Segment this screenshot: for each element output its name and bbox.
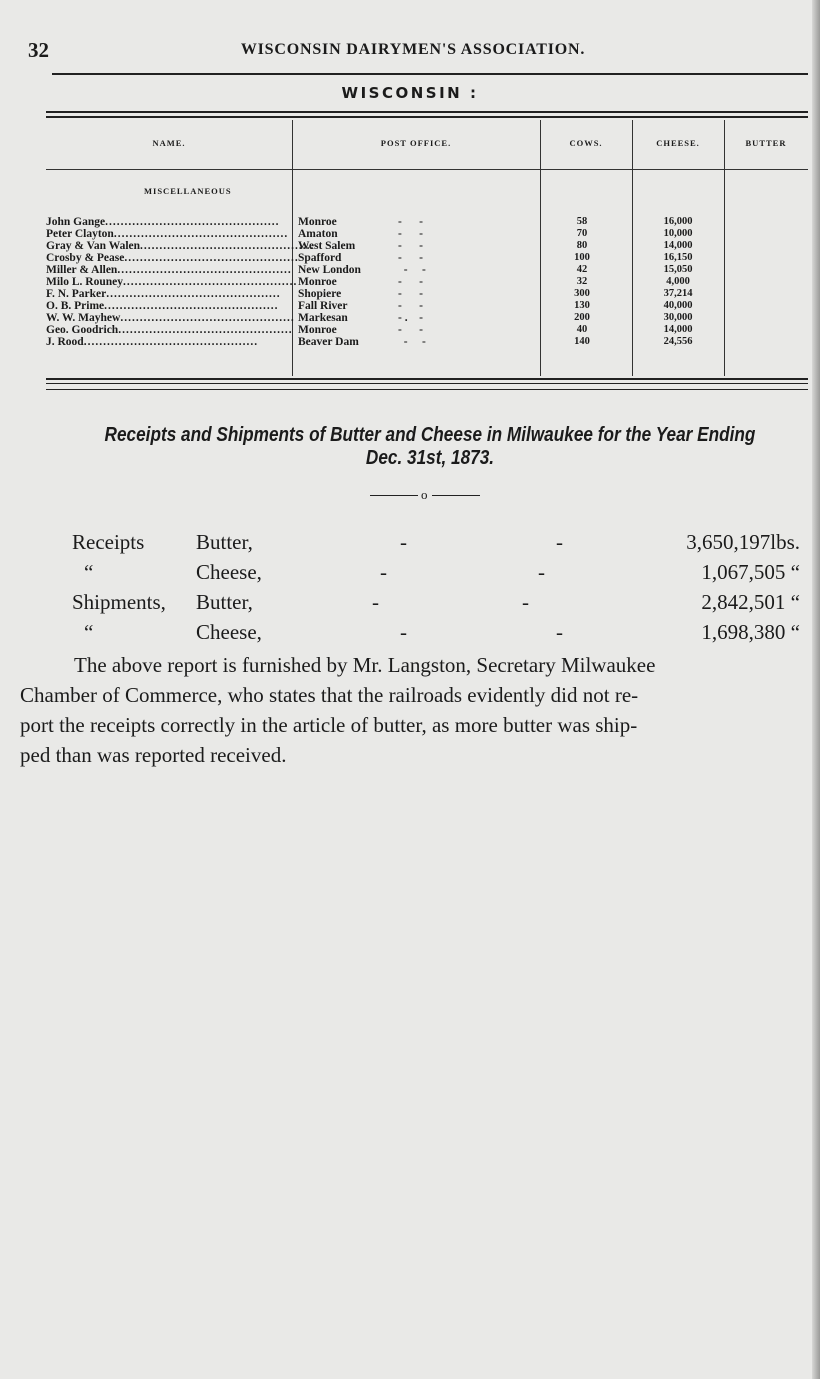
- row-cows: 140: [574, 336, 590, 347]
- table-row: Crosby & Pease............................................. Spafford - - 100 16,150: [46, 252, 808, 264]
- state-rule-1: [46, 111, 808, 113]
- table-bottom-rule-2: [46, 383, 808, 384]
- state-heading: WISCONSIN :: [341, 84, 479, 102]
- row-dashes: - -: [398, 264, 426, 276]
- row-cheese: 14,000: [663, 324, 693, 335]
- col-head-post-office: POST OFFICE.: [380, 138, 452, 148]
- row-dashes: - -: [398, 300, 423, 312]
- row-post-office: Markesan: [298, 312, 348, 324]
- row-cheese: 16,150: [663, 252, 693, 263]
- section-title-line-2: Dec. 31st, 1873.: [365, 447, 495, 469]
- stat-label: “: [84, 560, 94, 584]
- table-row: W. W. Mayhew............................................. Markesan - . - 200 30,000: [46, 312, 808, 324]
- report-paragraph: [20, 650, 812, 770]
- state-rule-2: [46, 116, 808, 118]
- table-row: Milo L. Rouney............................................. Monroe - - 32 4,000: [46, 276, 808, 288]
- stat-value: 1,698,380 “: [701, 620, 800, 644]
- table-bottom-rule-1: [46, 378, 808, 380]
- row-cows: 130: [574, 300, 590, 311]
- stat-dash: -: [372, 590, 379, 614]
- row-dashes: - . -: [398, 312, 423, 324]
- row-cows: 80: [576, 240, 588, 251]
- row-name: Peter Clayton: [46, 228, 114, 240]
- paragraph-line: Chamber of Commerce, who states that the railroads evidently did not re-: [20, 683, 639, 707]
- row-cheese: 4,000: [666, 276, 690, 287]
- stat-dash: -: [380, 560, 387, 584]
- stat-value: 3,650,197lbs.: [686, 530, 800, 554]
- table-row: Gray & Van Walen............................................. West Salem - - 80 14,000: [46, 240, 808, 252]
- row-cows: 70: [576, 228, 588, 239]
- row-name: John Gange: [46, 216, 106, 228]
- row-name: Crosby & Pease: [46, 252, 125, 264]
- row-post-office: Monroe: [298, 216, 337, 228]
- stat-dash: -: [400, 530, 407, 554]
- stat-dash: -: [556, 620, 563, 644]
- paragraph-line: ped than was reported received.: [20, 743, 287, 767]
- row-dashes: - -: [398, 288, 423, 300]
- row-cheese: 24,556: [663, 336, 693, 347]
- row-name: Geo. Goodrich: [46, 324, 119, 336]
- section-title: [95, 424, 766, 470]
- row-dashes: - -: [398, 228, 423, 240]
- row-cheese: 30,000: [663, 312, 693, 323]
- row-name: Milo L. Rouney: [46, 276, 123, 288]
- row-dashes: - -: [398, 216, 423, 228]
- stat-item: Cheese,: [196, 620, 262, 644]
- header-rule: [52, 73, 808, 75]
- stat-row: [72, 530, 800, 560]
- row-dashes: - -: [398, 252, 423, 264]
- row-dashes: - -: [398, 324, 423, 336]
- table-row: O. B. Prime............................................. Fall River - - 130 40,000: [46, 300, 808, 312]
- row-post-office: Fall River: [298, 300, 348, 312]
- running-title: WISCONSIN DAIRYMEN'S ASSOCIATION.: [240, 41, 586, 58]
- table-row: F. N. Parker............................................. Shopiere - - 300 37,214: [46, 288, 808, 300]
- stat-item: Cheese,: [196, 560, 262, 584]
- header-bottom-rule: [46, 169, 808, 170]
- stat-row: [72, 560, 800, 590]
- row-cows: 42: [576, 264, 588, 275]
- paragraph-line: port the receipts correctly in the article of butter, as more butter was ship-: [20, 713, 638, 737]
- row-dashes: - -: [398, 276, 423, 288]
- section-label: MISCELLANEOUS: [144, 186, 232, 196]
- table-row: Geo. Goodrich............................................. Monroe - - 40 14,000: [46, 324, 808, 336]
- row-post-office: Monroe: [298, 276, 337, 288]
- section-title-line-1: Receipts and Shipments of Butter and Cheese in Milwaukee for the Year Ending: [104, 424, 756, 446]
- row-cheese: 16,000: [663, 216, 693, 227]
- stat-row: [72, 590, 800, 620]
- page-number: 32: [28, 38, 49, 62]
- col-head-cows: COWS.: [569, 138, 603, 148]
- row-post-office: Shopiere: [298, 288, 342, 300]
- row-cows: 32: [576, 276, 588, 287]
- row-name: J. Rood: [46, 336, 84, 348]
- running-head: [28, 38, 798, 64]
- table-row: John Gange............................................. Monroe - - 58 16,000: [46, 216, 808, 228]
- stat-label: “: [84, 620, 94, 644]
- stat-item: Butter,: [196, 590, 253, 614]
- row-cheese: 40,000: [663, 300, 693, 311]
- row-post-office: New London: [298, 264, 361, 276]
- row-cows: 58: [576, 216, 588, 227]
- row-name: O. B. Prime: [46, 300, 105, 312]
- stat-item: Butter,: [196, 530, 253, 554]
- stat-dash: -: [522, 590, 529, 614]
- stat-value: 2,842,501 “: [701, 590, 800, 614]
- table-bottom-rule-3: [46, 389, 808, 390]
- row-post-office: Spafford: [298, 252, 342, 264]
- row-cheese: 10,000: [663, 228, 693, 239]
- page-edge-shadow: [812, 0, 820, 1379]
- row-dashes: - -: [398, 240, 423, 252]
- stat-dash: -: [538, 560, 545, 584]
- row-name: Gray & Van Walen: [46, 240, 141, 252]
- row-cows: 300: [574, 288, 590, 299]
- row-cows: 100: [574, 252, 590, 263]
- col-head-cheese: CHEESE.: [656, 138, 700, 148]
- row-name: W. W. Mayhew: [46, 312, 121, 324]
- row-post-office: Amaton: [298, 228, 338, 240]
- row-post-office: Beaver Dam: [298, 336, 359, 348]
- row-cheese: 14,000: [663, 240, 693, 251]
- ornament-circle: o: [421, 487, 428, 502]
- stat-value: 1,067,505 “: [701, 560, 800, 584]
- row-name: Miller & Allen: [46, 264, 118, 276]
- row-cheese: 15,050: [663, 264, 693, 275]
- dairy-table: [46, 120, 808, 380]
- table-row: Peter Clayton............................................. Amaton - - 70 10,000: [46, 228, 808, 240]
- stat-label: Receipts: [72, 530, 145, 554]
- col-head-butter: BUTTER: [745, 138, 787, 148]
- table-row: Miller & Allen............................................. New London - - 42 15,050: [46, 264, 808, 276]
- stat-label: Shipments,: [72, 590, 166, 614]
- stat-row: [72, 620, 800, 650]
- col-head-name: NAME.: [152, 138, 186, 148]
- row-post-office: West Salem: [298, 240, 356, 252]
- stat-dash: -: [556, 530, 563, 554]
- row-dashes: - -: [398, 336, 426, 348]
- row-name: F. N. Parker: [46, 288, 107, 300]
- row-cheese: 37,214: [663, 288, 693, 299]
- table-row: J. Rood............................................. Beaver Dam - - 140 24,556: [46, 336, 808, 348]
- section-ornament: [370, 489, 482, 503]
- row-post-office: Monroe: [298, 324, 337, 336]
- row-cows: 40: [576, 324, 588, 335]
- paragraph-line: The above report is furnished by Mr. Langston, Secretary Milwaukee: [74, 653, 656, 677]
- row-cows: 200: [574, 312, 590, 323]
- stat-dash: -: [400, 620, 407, 644]
